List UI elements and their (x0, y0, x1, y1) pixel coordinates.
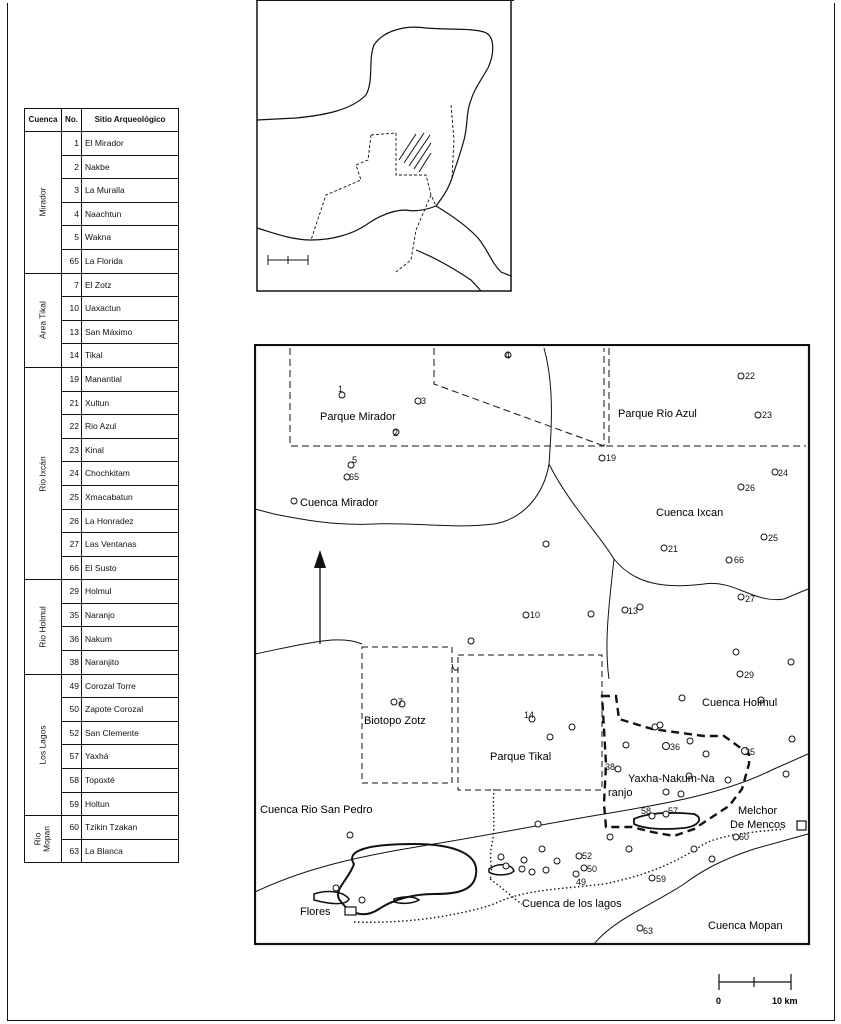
site-number: 19 (62, 367, 82, 391)
watershed-ixcan (549, 464, 808, 600)
label-cuenca-mopan: Cuenca Mopan (708, 920, 783, 932)
label-yaxha-line1: Yaxha-Nakum-Na (628, 773, 715, 785)
site-number-label: 50 (587, 864, 598, 874)
site-name: La Honradez (82, 509, 179, 533)
main-map (254, 344, 814, 1019)
site-name: Naranjo (82, 603, 179, 627)
site-name: Xmacabatun (82, 485, 179, 509)
table-row (25, 132, 179, 156)
site-name: La Blanca (82, 839, 179, 863)
basin-cell (25, 132, 62, 274)
site-name: El Susto (82, 556, 179, 580)
site-number: 49 (62, 674, 82, 698)
label-yaxha-line2: ranjo (608, 787, 633, 799)
site-number-label: 65 (349, 472, 360, 482)
site-number-label: 35 (745, 747, 756, 757)
site-number-label: 36 (670, 742, 681, 752)
basin-cell (25, 367, 62, 579)
site-number-label: 21 (668, 544, 679, 554)
label-parque-mirador: Parque Mirador (320, 411, 396, 423)
table-body (25, 132, 179, 863)
lake-sacpuy (314, 892, 349, 904)
site-number: 35 (62, 603, 82, 627)
basin-cell (25, 816, 62, 863)
basin-cell (25, 580, 62, 674)
site-number-label: 5 (352, 455, 358, 465)
parque-rio-azul-boundary (606, 348, 806, 446)
main-map-frame (255, 345, 809, 944)
table-row (25, 580, 179, 604)
site-number-label: 1 (338, 384, 344, 394)
watershed-san-pedro (255, 640, 458, 670)
site-number: 58 (62, 769, 82, 793)
inset-border-mexico-guatemala (371, 133, 436, 206)
basin-cell (25, 273, 62, 367)
site-number-label: 58 (641, 806, 652, 816)
site-number: 59 (62, 792, 82, 816)
header-basin: Cuenca (25, 109, 62, 132)
basin-label: Los Lagos (37, 725, 48, 765)
site-number-label: 38 (605, 762, 616, 772)
site-name: Zapote Corozal (82, 698, 179, 722)
site-number: 7 (62, 273, 82, 297)
inset-frame (257, 0, 511, 291)
label-cuenca-ixcan: Cuenca Ixcan (656, 507, 724, 519)
scale-end-label: 10 km (772, 996, 798, 1006)
table-row (25, 367, 179, 391)
site-name: San Clemente (82, 721, 179, 745)
flores-town-marker (345, 907, 356, 915)
site-name: Manantial (82, 367, 179, 391)
site-name: La Muralla (82, 179, 179, 203)
site-number-label: 52 (582, 851, 593, 861)
site-number-label: 63 (643, 926, 654, 936)
site-name: Tzikin Tzakan (82, 816, 179, 840)
site-number-label: 23 (762, 410, 773, 420)
site-number: 52 (62, 721, 82, 745)
site-number: 60 (62, 816, 82, 840)
basin-label-line: Mopan (42, 826, 52, 853)
scale-bar (719, 974, 791, 990)
site-name: La Florida (82, 249, 179, 273)
site-number: 27 (62, 533, 82, 557)
site-number: 14 (62, 344, 82, 368)
site-number-label: 7 (398, 697, 404, 707)
site-number-label: 29 (744, 670, 755, 680)
basin-label-line: Rio (32, 832, 43, 846)
parque-mirador-boundary (290, 348, 604, 446)
site-number-label: 24 (778, 468, 789, 478)
site-number-label: 66 (734, 555, 745, 565)
site-name: Kinal (82, 438, 179, 462)
site-name: El Mirador (82, 132, 179, 156)
site-number: 29 (62, 580, 82, 604)
site-name: Nakum (82, 627, 179, 651)
site-number: 24 (62, 462, 82, 486)
table-row (25, 816, 179, 840)
site-number-label: 19 (606, 453, 617, 463)
site-table (24, 108, 179, 863)
site-number-label: 10 (530, 610, 541, 620)
site-number-label: 3 (421, 396, 427, 406)
site-number: 38 (62, 651, 82, 675)
label-melchor-line1: Melchor (738, 805, 778, 817)
table-row (25, 674, 179, 698)
site-name: Xultun (82, 391, 179, 415)
site-name: Topoxté (82, 769, 179, 793)
site-name: Las Ventanas (82, 533, 179, 557)
site-number: 63 (62, 839, 82, 863)
label-cuenca-mirador: Cuenca Mirador (300, 497, 379, 509)
site-number: 26 (62, 509, 82, 533)
site-number: 10 (62, 297, 82, 321)
melchor-town-marker (797, 821, 806, 830)
scale-start-label: 0 (716, 996, 722, 1006)
header-site: Sitio Arqueológico (82, 109, 179, 132)
label-melchor-line2: De Mencos (730, 819, 786, 831)
site-number: 3 (62, 179, 82, 203)
label-biotopo-zotz: Biotopo Zotz (364, 715, 426, 727)
site-name: Chochkitam (82, 462, 179, 486)
site-name: Naranjito (82, 651, 179, 675)
site-name: Rio Azul (82, 415, 179, 439)
label-cuenca-lagos: Cuenca de los lagos (522, 898, 622, 910)
label-parque-rio-azul: Parque Rio Azul (618, 408, 697, 420)
inset-scale-bar (268, 255, 308, 265)
site-number-label: 4 (505, 350, 511, 360)
site-number: 22 (62, 415, 82, 439)
label-flores: Flores (300, 906, 331, 918)
site-name: Wakna (82, 226, 179, 250)
site-number-label: 22 (745, 371, 756, 381)
header-number: No. (62, 109, 82, 132)
site-number-label: 25 (768, 533, 779, 543)
site-number: 66 (62, 556, 82, 580)
basin-label: Rio Holmul (37, 606, 48, 648)
site-name: El Zotz (82, 273, 179, 297)
basin-label: Rio Ixcán (37, 455, 48, 492)
parque-tikal-boundary (458, 655, 602, 790)
site-number: 2 (62, 155, 82, 179)
site-number-label: 2 (393, 428, 399, 438)
inset-study-area (399, 133, 431, 172)
lake-macanche (489, 865, 514, 875)
site-name: Yaxhá (82, 745, 179, 769)
site-name: Nakbe (82, 155, 179, 179)
label-cuenca-holmul: Cuenca Holmul (702, 697, 778, 709)
site-name: Holmul (82, 580, 179, 604)
site-number: 13 (62, 320, 82, 344)
label-cuenca-rio-san-pedro: Cuenca Rio San Pedro (260, 804, 373, 816)
site-name: San Máximo (82, 320, 179, 344)
site-number-label: 60 (739, 832, 750, 842)
table-header-row (25, 109, 179, 132)
site-number: 50 (62, 698, 82, 722)
site-number: 25 (62, 485, 82, 509)
site-name: Corozal Torre (82, 674, 179, 698)
north-arrow-icon (314, 550, 326, 644)
site-number-label: 57 (668, 806, 679, 816)
site-number-label: 59 (656, 874, 667, 884)
site-number: 36 (62, 627, 82, 651)
inset-coastline (257, 27, 493, 240)
basin-label: Mirador (37, 187, 48, 217)
site-number-label: 13 (628, 606, 639, 616)
site-number: 5 (62, 226, 82, 250)
inset-locator-map (256, 0, 514, 294)
site-number-label: 49 (576, 877, 587, 887)
site-number-label: 14 (524, 710, 535, 720)
site-number: 1 (62, 132, 82, 156)
site-number: 23 (62, 438, 82, 462)
site-name: Holtun (82, 792, 179, 816)
basin-label (34, 826, 53, 852)
site-name: Naachtun (82, 202, 179, 226)
site-number: 57 (62, 745, 82, 769)
site-number: 4 (62, 202, 82, 226)
table-row (25, 273, 179, 297)
basin-cell (25, 674, 62, 816)
label-parque-tikal: Parque Tikal (490, 751, 552, 763)
site-number-label: 26 (745, 483, 756, 493)
basin-label: Area Tikal (37, 301, 48, 340)
site-number: 21 (62, 391, 82, 415)
site-name: Uaxactun (82, 297, 179, 321)
site-number-label: 27 (745, 594, 756, 604)
site-number: 65 (62, 249, 82, 273)
site-name: Tikal (82, 344, 179, 368)
